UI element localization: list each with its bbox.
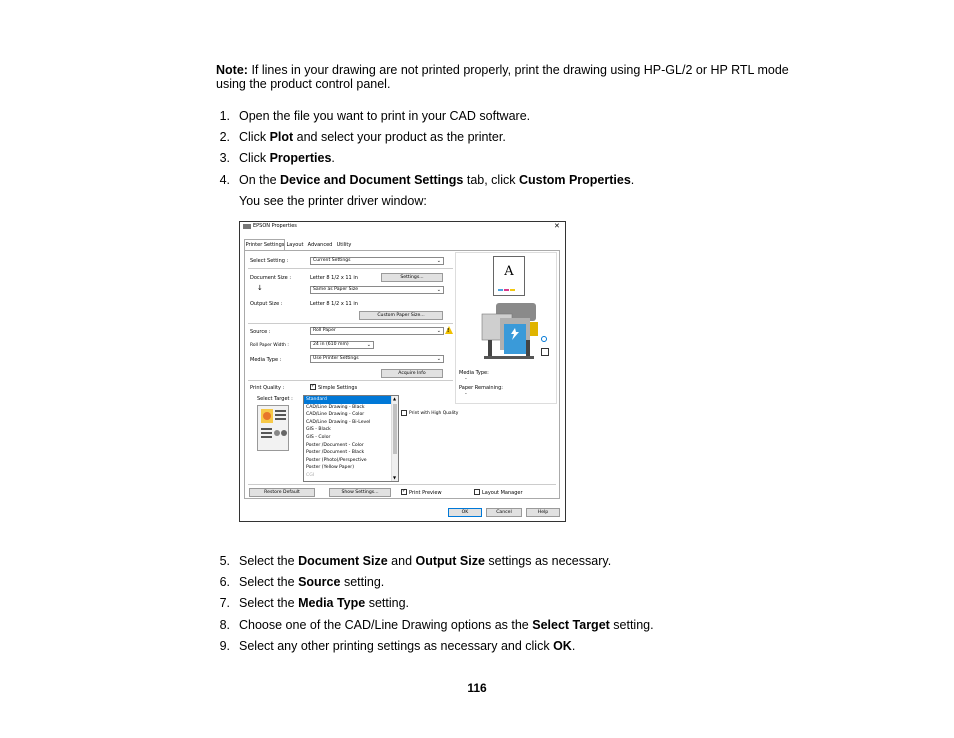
step-bold-text: Source [298, 575, 341, 589]
step-bold-text: Device and Document Settings [280, 173, 464, 187]
dialog-title: EPSON Properties [253, 223, 297, 229]
step-text [239, 639, 575, 654]
page-number: 116 [467, 681, 487, 695]
step-plain-text: . [571, 639, 576, 653]
arrow-down-icon: ↓ [257, 284, 263, 292]
step-plain-text: Select the [239, 596, 299, 610]
target-list-item[interactable]: CAD/Line Drawing - Color [306, 412, 365, 418]
step-plain-text: and [387, 554, 416, 568]
step-plain-text: Click [239, 130, 270, 144]
target-list-item[interactable]: Poster /Document - Black [306, 450, 365, 456]
high-quality-checkbox[interactable] [401, 410, 407, 416]
step-plain-text: tab, click [463, 173, 519, 187]
media-type-info-label: Media Type: [459, 370, 489, 376]
step-text [239, 130, 506, 145]
step-text [239, 618, 654, 633]
sub-text: You see the printer driver window: [239, 194, 427, 208]
output-size-label: Output Size : [250, 301, 283, 307]
roll-width-dropdown[interactable]: 24 in (610 mm) ⌄ [310, 341, 374, 349]
step-number: 7. [219, 596, 230, 610]
target-preview-image [257, 405, 289, 451]
step-bold-text: Document Size [298, 554, 388, 568]
cancel-button[interactable]: Cancel [486, 508, 522, 517]
chevron-down-icon: ⌄ [436, 356, 441, 362]
step-plain-text: . [331, 151, 335, 165]
paper-preview [493, 256, 525, 296]
target-list-item[interactable]: CAD/Line Drawing - Black [306, 404, 365, 410]
target-list-item[interactable]: Poster (Yellow Paper) [306, 465, 354, 471]
step-plain-text: settings as necessary. [484, 554, 612, 568]
same-as-paper-dropdown[interactable]: Same as Paper Size ⌄ [310, 286, 444, 294]
tab-layout[interactable]: Layout [286, 242, 304, 248]
select-target-list[interactable] [303, 395, 399, 482]
preview-letter: A [504, 264, 514, 279]
tab-printer-settings[interactable]: Printer Settings [245, 242, 285, 248]
note-text: If lines in your drawing are not printed properly, print the drawing using HP-GL/2 or HP RTL mode [251, 63, 789, 77]
show-settings-button[interactable]: Show Settings... [329, 488, 391, 497]
step-plain-text: Select the [239, 575, 299, 589]
step-bold-text: Output Size [415, 554, 485, 568]
tab-utility[interactable]: Utility [336, 242, 352, 248]
target-list-item[interactable]: GIS - Black [306, 427, 331, 433]
chevron-down-icon: ⌄ [436, 258, 441, 264]
print-preview-checkbox[interactable]: ✓ [402, 488, 407, 494]
step-number: 4. [219, 173, 230, 187]
printer-illustration [480, 300, 542, 362]
target-list-item[interactable]: Poster /Document - Color [306, 442, 364, 448]
restore-default-button[interactable]: Restore Default [249, 488, 315, 497]
media-type-info-value: - [465, 376, 467, 382]
target-list-item[interactable]: CGI [306, 472, 315, 478]
step-text [239, 151, 335, 166]
step-text [239, 596, 409, 611]
print-quality-label: Print Quality : [250, 385, 285, 391]
select-target-label: Select Target : [257, 396, 293, 402]
source-label: Source : [250, 329, 271, 335]
target-list-item[interactable]: CAD/Line Drawing - Bi-Level [306, 419, 371, 425]
simple-settings-label: Simple Settings [318, 385, 358, 391]
layout-manager-label: Layout Manager [482, 490, 523, 496]
document-size-value: Letter 8 1/2 x 11 in [310, 275, 358, 281]
step-number: 6. [219, 575, 230, 589]
step-bold-text: OK [553, 639, 572, 653]
step-text [239, 109, 530, 124]
step-plain-text: Select any other printing settings as necessary and click [239, 639, 554, 653]
layout-manager-checkbox[interactable] [474, 489, 480, 495]
step-bold-text: Custom Properties [518, 173, 631, 187]
step-number: 1. [219, 109, 230, 123]
ok-button[interactable]: OK [448, 508, 482, 517]
note-line-1 [216, 63, 789, 78]
step-plain-text: Choose one of the CAD/Line Drawing options as the [239, 618, 533, 632]
step-number: 3. [219, 151, 230, 165]
select-setting-label: Select Setting : [250, 258, 289, 264]
paper-remaining-value: - [465, 391, 467, 397]
output-size-value: Letter 8 1/2 x 11 in [310, 301, 358, 307]
step-text [239, 554, 611, 569]
print-preview-label: Print Preview [409, 490, 442, 496]
printer-driver-window [239, 221, 566, 522]
step-bold-text: Select Target [532, 618, 610, 632]
chevron-down-icon: ⌄ [366, 342, 371, 348]
step-number: 5. [219, 554, 230, 568]
help-button[interactable]: Help [526, 508, 560, 517]
target-list-item[interactable]: GIS - Color [306, 434, 331, 440]
warning-glyph: ! [447, 328, 450, 334]
step-plain-text: On the [239, 173, 280, 187]
step-number: 2. [219, 130, 230, 144]
note-line-2: using the product control panel. [216, 77, 391, 91]
step-bold-text: Plot [269, 130, 294, 144]
scrollbar[interactable]: ▲ ▼ [393, 396, 397, 480]
media-type-dropdown[interactable]: Use Printer Settings ⌄ [310, 355, 444, 363]
step-bold-text: Media Type [298, 596, 366, 610]
tab-advanced[interactable]: Advanced [307, 242, 333, 248]
step-plain-text: setting. [340, 575, 385, 589]
settings-button[interactable]: Settings... [381, 273, 443, 282]
step-plain-text: Select the [239, 554, 299, 568]
step-plain-text: setting. [365, 596, 410, 610]
close-icon[interactable]: ✕ [554, 222, 560, 230]
printer-icon [243, 224, 251, 229]
media-type-label: Media Type : [250, 357, 282, 363]
document-size-label: Document Size : [250, 275, 292, 281]
custom-paper-size-button[interactable]: Custom Paper Size... [359, 311, 443, 320]
paper-remaining-label: Paper Remaining: [459, 385, 503, 391]
step-plain-text: . [630, 173, 635, 187]
acquire-info-button[interactable]: Acquire Info [381, 369, 443, 378]
target-list-item[interactable]: Standard [304, 396, 398, 404]
chevron-down-icon: ⌄ [436, 287, 441, 293]
check-status-icon [541, 336, 547, 342]
step-text [239, 173, 634, 188]
step-number: 9. [219, 639, 230, 653]
source-dropdown[interactable]: Roll Paper ⌄ [310, 327, 444, 335]
status-checkbox[interactable] [541, 348, 549, 356]
step-plain-text: setting. [609, 618, 654, 632]
target-list-item[interactable]: Poster (Photo)/Perspective [306, 457, 367, 463]
chevron-down-icon: ⌄ [436, 328, 441, 334]
step-plain-text: Click [239, 151, 270, 165]
simple-settings-checkbox[interactable]: ✓ [311, 383, 316, 389]
high-quality-label: Print with High Quality [409, 411, 459, 416]
step-plain-text: Open the file you want to print in your CAD software. [239, 109, 531, 123]
step-text [239, 575, 384, 590]
note-label: Note: [216, 63, 248, 77]
step-bold-text: Properties [269, 151, 332, 165]
step-plain-text: and select your product as the printer. [293, 130, 506, 144]
select-setting-dropdown[interactable]: Current Settings ⌄ [310, 257, 444, 265]
step-number: 8. [219, 618, 230, 632]
roll-width-label: Roll Paper Width : [250, 343, 289, 348]
